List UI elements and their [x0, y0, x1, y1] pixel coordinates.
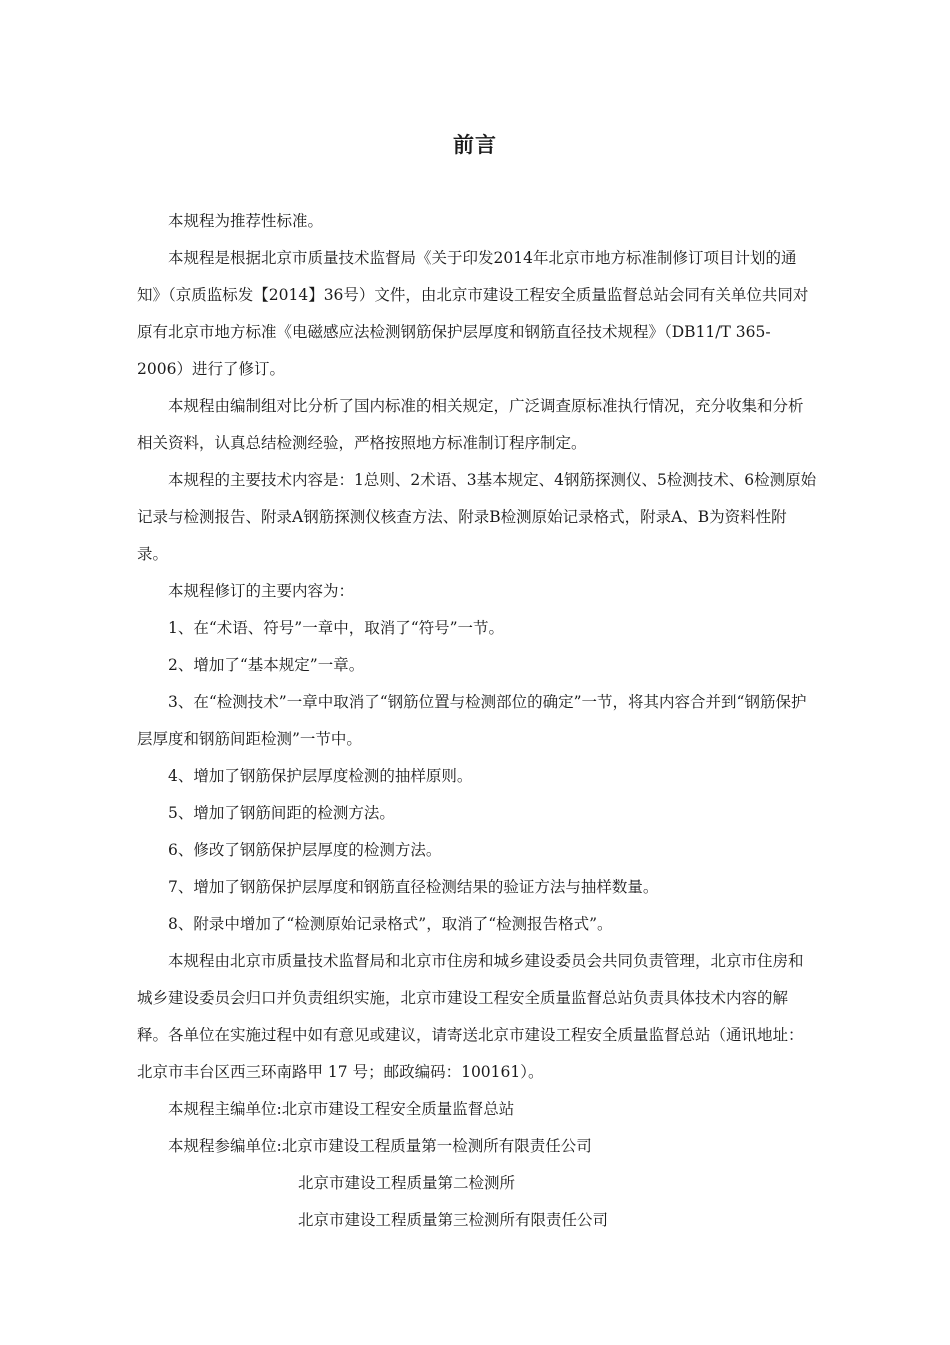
revision-item-5: 5、增加了钢筋间距的检测方法。	[168, 804, 395, 822]
page-title: 前言	[453, 133, 497, 157]
paragraph-revision-intro: 本规程修订的主要内容为：	[168, 582, 355, 600]
revision-item-4: 4、增加了钢筋保护层厚度检测的抽样原则。	[168, 767, 473, 785]
revision-item-7: 7、增加了钢筋保护层厚度和钢筋直径检测结果的验证方法与抽样数量。	[168, 878, 659, 896]
revision-item-2: 2、增加了“基本规定”一章。	[168, 656, 365, 674]
paragraph-standard-type: 本规程为推荐性标准。	[168, 212, 324, 230]
revision-item-8: 8、附录中增加了“检测原始记录格式”，取消了“检测报告格式”。	[168, 915, 613, 933]
paragraph-main-content: 本规程的主要技术内容是：1总则、2术语、3基本规定、4钢筋探测仪、5检测技术、6检测原始记录与检测报告、附录A钢筋探测仪核查方法、附录B检测原始记录格式，附录A、B为资料性附录。	[137, 471, 817, 563]
paragraph-management: 本规程由北京市质量技术监督局和北京市住房和城乡建设委员会共同负责管理，北京市住房和城乡建设委员会归口并负责组织实施，北京市建设工程安全质量监督总站负责具体技术内容的解释。各单位在实施过程中如有意见或建议，请寄送北京市建设工程安全质量监督总站（通讯地址：北京市丰台区西三环南路甲 17 号；邮政编码：100161）。	[137, 952, 804, 1081]
participating-unit-label: 本规程参编单位:	[168, 1137, 282, 1155]
revision-item-6: 6、修改了钢筋保护层厚度的检测方法。	[168, 841, 442, 859]
paragraph-revision-basis: 本规程是根据北京市质量技术监督局《关于印发2014年北京市地方标准制修订项目计划的通知》（京质监标发【2014】36号）文件，由北京市建设工程安全质量监督总站会同有关单位共同对原有北京市地方标准《电磁感应法检测钢筋保护层厚度和钢筋直径技术规程》（DB11/T 365-2006）进行了修订。	[137, 249, 809, 378]
paragraph-compilation-process: 本规程由编制组对比分析了国内标准的相关规定，广泛调查原标准执行情况，充分收集和分析相关资料，认真总结检测经验，严格按照地方标准制订程序制定。	[137, 397, 804, 452]
revision-item-3: 3、在“检测技术”一章中取消了“钢筋位置与检测部位的确定”一节，将其内容合并到“钢筋保护层厚度和钢筋间距检测”一节中。	[137, 693, 807, 748]
participating-unit-2: 北京市建设工程质量第二检测所	[298, 1174, 516, 1192]
participating-unit-1: 北京市建设工程质量第一检测所有限责任公司	[281, 1137, 592, 1155]
revision-item-1: 1、在“术语、符号”一章中，取消了“符号”一节。	[168, 619, 505, 637]
participating-unit-line	[137, 1128, 817, 1165]
chief-unit-name: 北京市建设工程安全质量监督总站	[281, 1100, 515, 1118]
chief-unit-line	[137, 1091, 817, 1128]
participating-unit-3: 北京市建设工程质量第三检测所有限责任公司	[298, 1211, 609, 1229]
preface-body	[137, 203, 817, 1239]
chief-unit-label: 本规程主编单位:	[168, 1100, 282, 1118]
